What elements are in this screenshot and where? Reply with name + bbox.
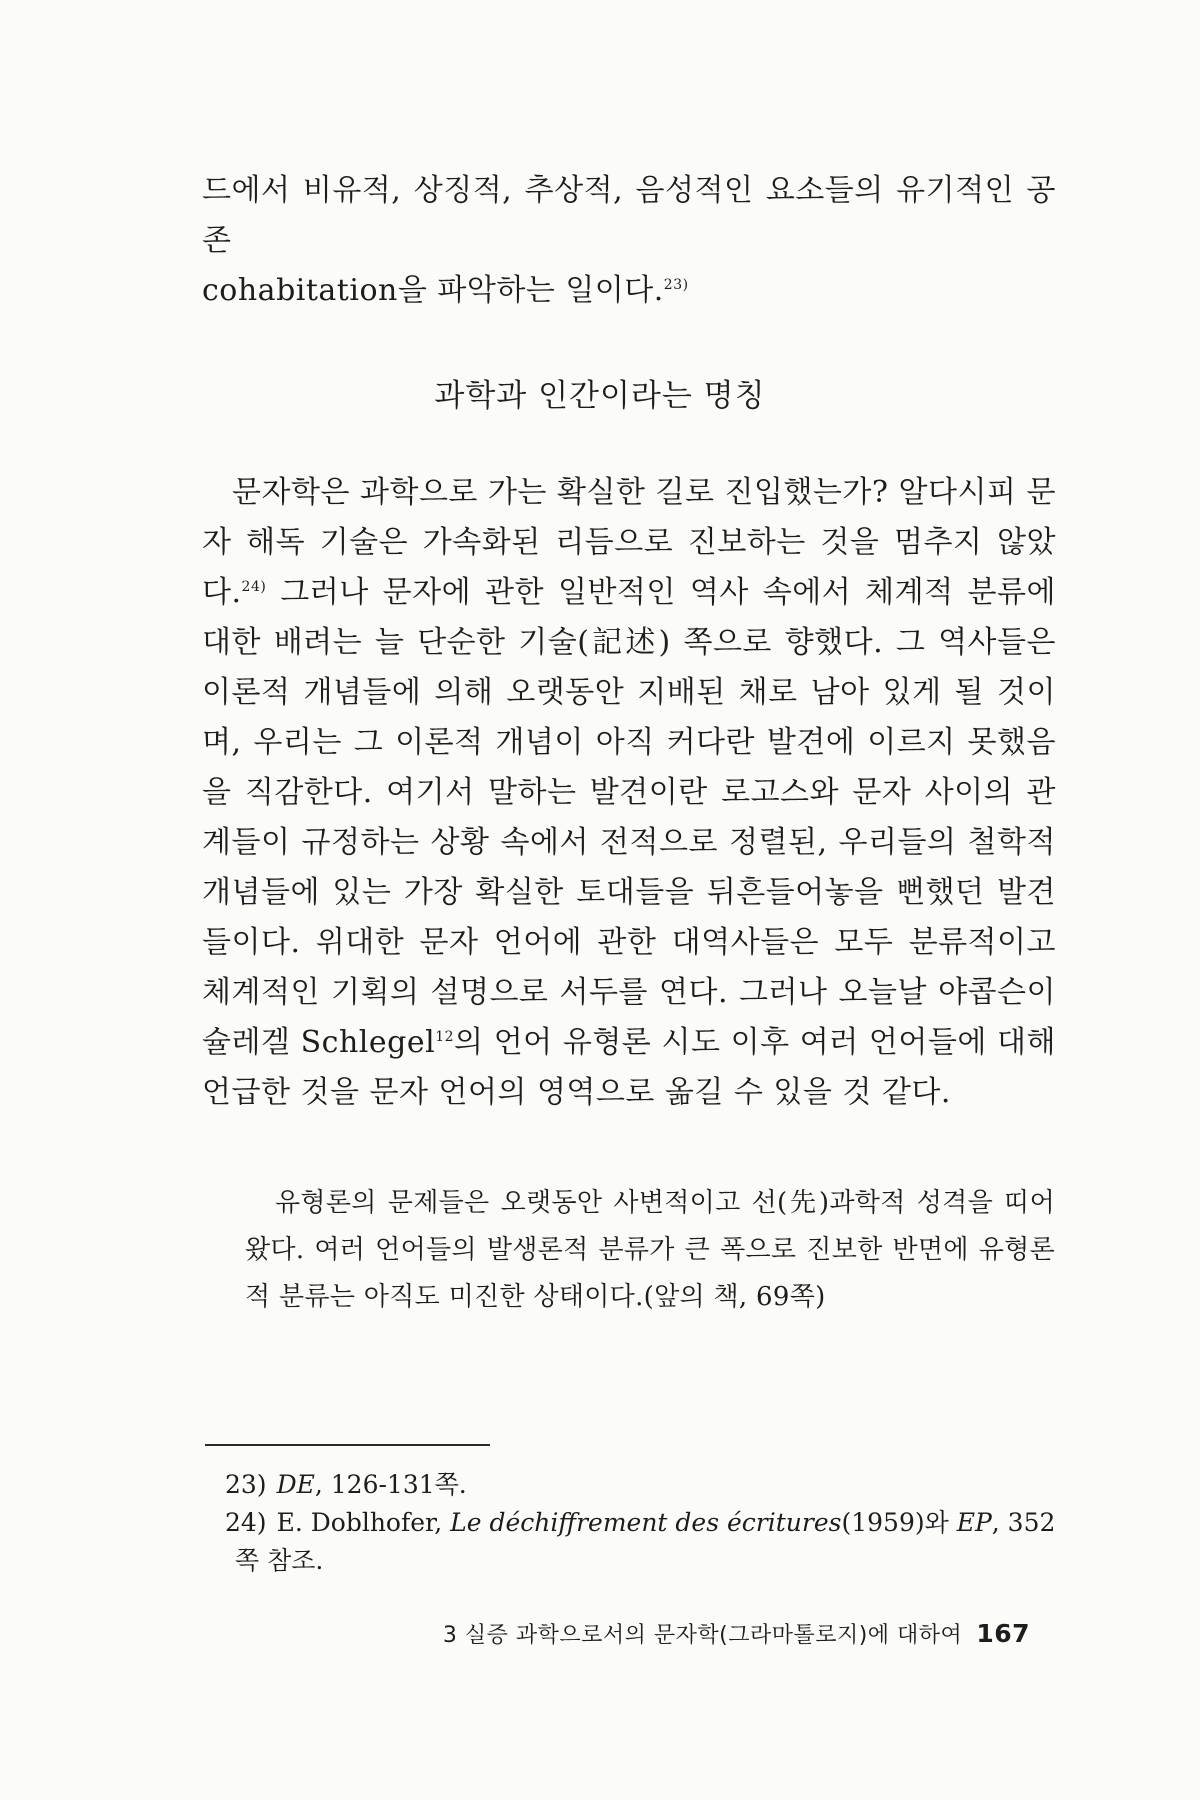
footnote-author: E. Doblhofer, xyxy=(276,1508,451,1537)
page-number: 167 xyxy=(976,1619,1030,1648)
footnote-abbr: DE xyxy=(276,1470,315,1499)
footnote-rest: , 126-131쪽. xyxy=(314,1470,467,1499)
intro-line-1: 드에서 비유적, 상징적, 추상적, 음성적인 요소들의 유기적인 공존 xyxy=(202,173,1056,258)
footnote-end: , 352 xyxy=(991,1508,1056,1537)
footnote-24-continuation: 쪽 참조. xyxy=(235,1546,324,1575)
footnote-abbr: EP xyxy=(956,1508,992,1537)
footnote-text xyxy=(277,1466,1057,1504)
body-paragraph xyxy=(202,468,1056,1118)
footnotes xyxy=(225,1466,1057,1580)
running-title: 3 실증 과학으로서의 문자학(그라마톨로지)에 대하여 xyxy=(442,1623,963,1648)
footnote-book-title: Le déchiffrement des écritures xyxy=(450,1508,842,1537)
block-quote: 유형론의 문제들은 오랫동안 사변적이고 선(先)과학적 성격을 띠어 왔다. 여러 언어들의 발생론적 분류가 큰 폭으로 진보한 반면에 유형론적 분류는 아직도 미진한 상태이다.(앞의 책, 69쪽) xyxy=(245,1188,1055,1312)
body-text-part-3: 의 언어 유형론 시도 이후 여러 언어들에 대해 언급한 것을 문자 언어의 영역으로 옮길 수 있을 것 같다. xyxy=(202,1025,1056,1110)
section-heading: 과학과 인간이라는 명칭 xyxy=(434,378,766,414)
intro-line-2: cohabitation을 파악하는 일이다. xyxy=(202,273,664,308)
body-text-part-2: 그러나 문자에 관한 일반적인 역사 속에서 체계적 분류에 대한 배려는 늘 단순한 기술(記述) 쪽으로 향했다. 그 역사들은 이론적 개념들에 의해 오랫동안 지배된 채로 남아 있게 될 것이며, 우리는 그 이론적 개념이 아직 커다란 발견에 이르지 못했음을 직감한다. 여기서 말하는 발견이란 로고스와 문자 사이의 관계들이 규정하는 상황 속에서 전적으로 정렬된, 우리들의 철학적 개념들에 있는 가장 확실한 토대들을 뒤흔들어놓을 뻔했던 발견들이다. 위대한 문자 언어에 관한 대역사들은 모두 분류적이고 체계적인 기획의 설명으로 서두를 연다. 그러나 오늘날 야콥슨이 슐레겔 Schlegel xyxy=(202,575,1056,1060)
body-text-part-1: 문자학은 과학으로 가는 확실한 길로 진입했는가? 알다시피 문자 해독 기술은 가속화된 리듬으로 진보하는 것을 멈추지 않았다. xyxy=(202,475,1056,610)
footnote-ref-24[interactable]: 24) xyxy=(241,579,267,595)
footnote-text xyxy=(277,1504,1057,1542)
footnote-23 xyxy=(225,1466,1057,1504)
running-footer xyxy=(443,1618,1030,1649)
footnote-divider xyxy=(205,1444,490,1446)
endnote-ref-12[interactable]: 12 xyxy=(435,1029,455,1045)
footnote-ref-23[interactable]: 23) xyxy=(663,277,689,293)
footnote-number: 24) xyxy=(225,1508,267,1537)
footnote-mid: (1959)와 xyxy=(841,1508,957,1537)
intro-paragraph xyxy=(202,166,1056,316)
footnote-24 xyxy=(225,1504,1057,1542)
footnote-number: 23) xyxy=(225,1470,267,1499)
